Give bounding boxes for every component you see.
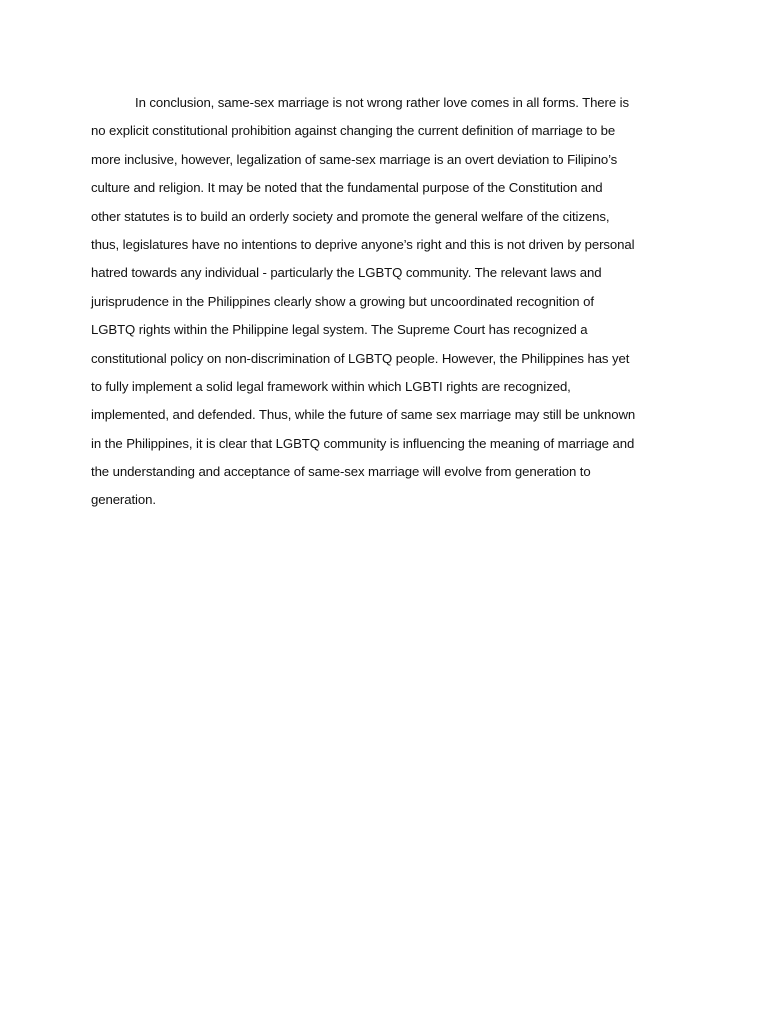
paragraph-line: culture and religion. It may be noted that the fundamental purpose of the Constitution and — [91, 180, 603, 196]
conclusion-paragraph — [91, 89, 691, 515]
paragraph-line: LGBTQ rights within the Philippine legal system. The Supreme Court has recognized a — [91, 322, 588, 338]
paragraph-line: the understanding and acceptance of same-sex marriage will evolve from generation to — [91, 464, 591, 480]
paragraph-line: to fully implement a solid legal framework within which LGBTI rights are recognized, — [91, 378, 571, 394]
paragraph-line: more inclusive, however, legalization of same-sex marriage is an overt deviation to Filipino’s — [91, 151, 618, 167]
paragraph-line: implemented, and defended. Thus, while the future of same sex marriage may still be unknown — [91, 407, 636, 423]
paragraph-line: thus, legislatures have no intentions to deprive anyone’s right and this is not driven by personal — [91, 236, 635, 252]
paragraph-line: constitutional policy on non-discrimination of LGBTQ people. However, the Philippines has yet — [91, 350, 630, 366]
paragraph-line: hatred towards any individual - particularly the LGBTQ community. The relevant laws and — [91, 265, 602, 281]
paragraph-line: generation. — [91, 492, 156, 508]
paragraph-line: no explicit constitutional prohibition against changing the current definition of marriage to be — [91, 123, 616, 139]
paragraph-line: other statutes is to build an orderly society and promote the general welfare of the citizens, — [91, 208, 610, 224]
paragraph-line: in the Philippines, it is clear that LGBTQ community is influencing the meaning of marriage and — [91, 435, 635, 451]
paragraph-line: jurisprudence in the Philippines clearly show a growing but uncoordinated recognition of — [91, 293, 594, 309]
paragraph-line: In conclusion, same-sex marriage is not wrong rather love comes in all forms. There is — [135, 95, 629, 110]
